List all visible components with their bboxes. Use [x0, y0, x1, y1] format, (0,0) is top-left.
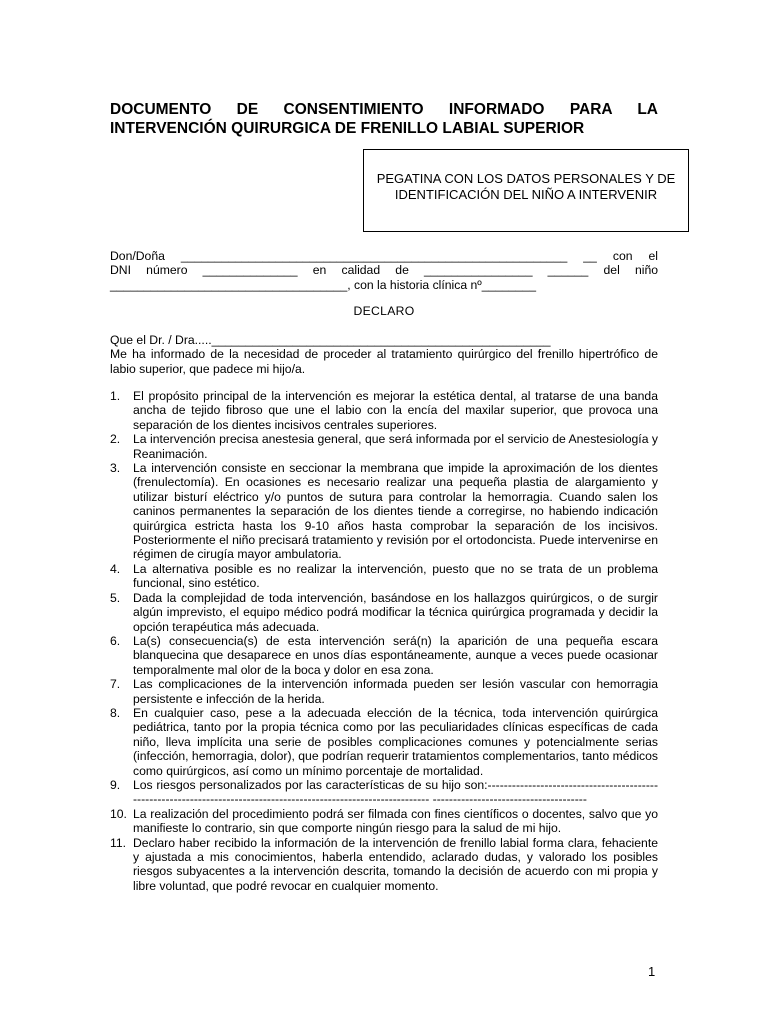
patient-dni-line: DNI número ______________ en calidad de ________________ ______ del niño [110, 263, 658, 278]
item-number: 4. [110, 561, 121, 576]
item-number: 6. [110, 633, 121, 648]
doctor-block [110, 333, 658, 376]
item-text: El propósito principal de la intervención es mejorar la estética dental, al tratarse de una banda ancha de tejido fibroso que une el labio con la encía del maxilar superior, que provoca una separación de los dientes incisivos centrales superiores. [133, 389, 658, 432]
patient-history-line: ___________________________________, con la historia clínica nº________ [110, 277, 536, 292]
list-item [110, 836, 658, 894]
item-text: La(s) consecuencia(s) de esta intervención será(n) la aparición de una pequeña escara blanquecina que desaparece en unos días espontáneamente, aunque a veces puede ocasionar temporalmente mal olor de la boca y dolor en esa zona. [133, 633, 658, 677]
list-item [110, 807, 658, 836]
patient-name-line: Don/Doña _________________________________________________________ __ con el [110, 249, 658, 263]
page-number: 1 [648, 964, 656, 979]
declaro-heading: DECLARO [353, 304, 415, 318]
patient-sticker-box [363, 149, 689, 232]
list-item [110, 706, 658, 778]
item-number: 9. [110, 777, 121, 792]
item-number: 11. [110, 835, 127, 850]
patient-data-block [110, 249, 658, 292]
item-text: Los riesgos personalizados por las características de su hijo son:------------------------------------------------------------------------------------------------------------------- -------------------------------------- [133, 777, 658, 807]
item-number: 1. [110, 389, 121, 403]
sticker-label: PEGATINA CON LOS DATOS PERSONALES Y DE IDENTIFICACIÓN DEL NIÑO A INTERVENIR [376, 171, 676, 202]
item-number: 3. [110, 461, 121, 476]
item-number: 7. [110, 677, 121, 692]
informed-paragraph: Me ha informado de la necesidad de proceder al tratamiento quirúrgico del frenillo hipertrófico de labio superior, que padece mi hijo/a. [110, 347, 658, 376]
item-number: 5. [110, 590, 121, 605]
list-item [110, 389, 658, 432]
item-text: Dada la complejidad de toda intervención, basándose en los hallazgos quirúrgicos, o de surgir algún imprevisto, el equipo médico podrá modificar la técnica quirúrgica programada y decidir la opción terapéutica más adecuada. [133, 590, 658, 634]
list-item [110, 677, 658, 706]
item-text: Las complicaciones de la intervención informada pueden ser lesión vascular con hemorragia persistente e infección de la herida. [133, 677, 658, 706]
doctor-line: Que el Dr. / Dra.....__________________________________________________ [110, 333, 551, 347]
item-number: 10. [110, 806, 127, 821]
item-text: La realización del procedimiento podrá ser filmada con fines científicos o docentes, salvo que yo manifieste lo contrario, sin que comporte ningún riesgo para la salud de mi hijo. [133, 806, 658, 836]
consent-items-list [110, 389, 658, 893]
item-number: 2. [110, 432, 121, 447]
list-item [110, 562, 658, 591]
list-item [110, 634, 658, 677]
item-text: La intervención consiste en seccionar la membrana que impide la aproximación de los dientes (frenulectomía). En ocasiones es necesario realizar una pequeña plastia de alargamiento y utilizar bisturí eléctrico y/o puntos de sutura para controlar la hemorragia. Cuando salen los caninos permanentes la separación de los dientes tiende a corregirse, no habiendo indicación quirúrgica estricta hasta los 9-10 años hasta comprobar la separación de los incisivos. Posteriormente el niño precisará tratamiento y revisión por el ortodoncista. Puede intervenirse en régimen de cirugía mayor ambulatoria. [133, 461, 658, 562]
item-number: 8. [110, 705, 121, 720]
item-text: Declaro haber recibido la información de la intervención de frenillo labial forma clara, fehaciente y ajustada a mis conocimientos, haberla entendido, aclarado dudas, y valorado los posibles riesgos subyacentes a la intervención descrita, tomando la decisión de acuerdo con mi propia y libre voluntad, que podré revocar en cualquier momento. [133, 835, 658, 893]
item-text: La intervención precisa anestesia general, que será informada por el servicio de Anestesiología y Reanimación. [133, 432, 658, 461]
list-item [110, 591, 658, 634]
item-text: En cualquier caso, pese a la adecuada elección de la técnica, toda intervención quirúrgica pediátrica, tanto por la propia técnica como por las peculiaridades clínicas específicas de cada niño, lleva implícita una serie de posibles complicaciones comunes y potencialmente serias (infección, hemorragia, dolor), que podrían requerir tratamientos complementarios, tanto médicos como quirúrgicos, así como un mínimo porcentaje de mortalidad. [133, 705, 658, 778]
list-item [110, 432, 658, 461]
document-title: DOCUMENTO DE CONSENTIMIENTO INFORMADO PARA LA INTERVENCIÓN QUIRURGICA DE FRENILLO LABIAL SUPERIOR [110, 101, 658, 137]
item-text: La alternativa posible es no realizar la intervención, puesto que no se trata de un problema funcional, sino estético. [133, 561, 658, 591]
list-item [110, 778, 658, 807]
list-item [110, 461, 658, 562]
